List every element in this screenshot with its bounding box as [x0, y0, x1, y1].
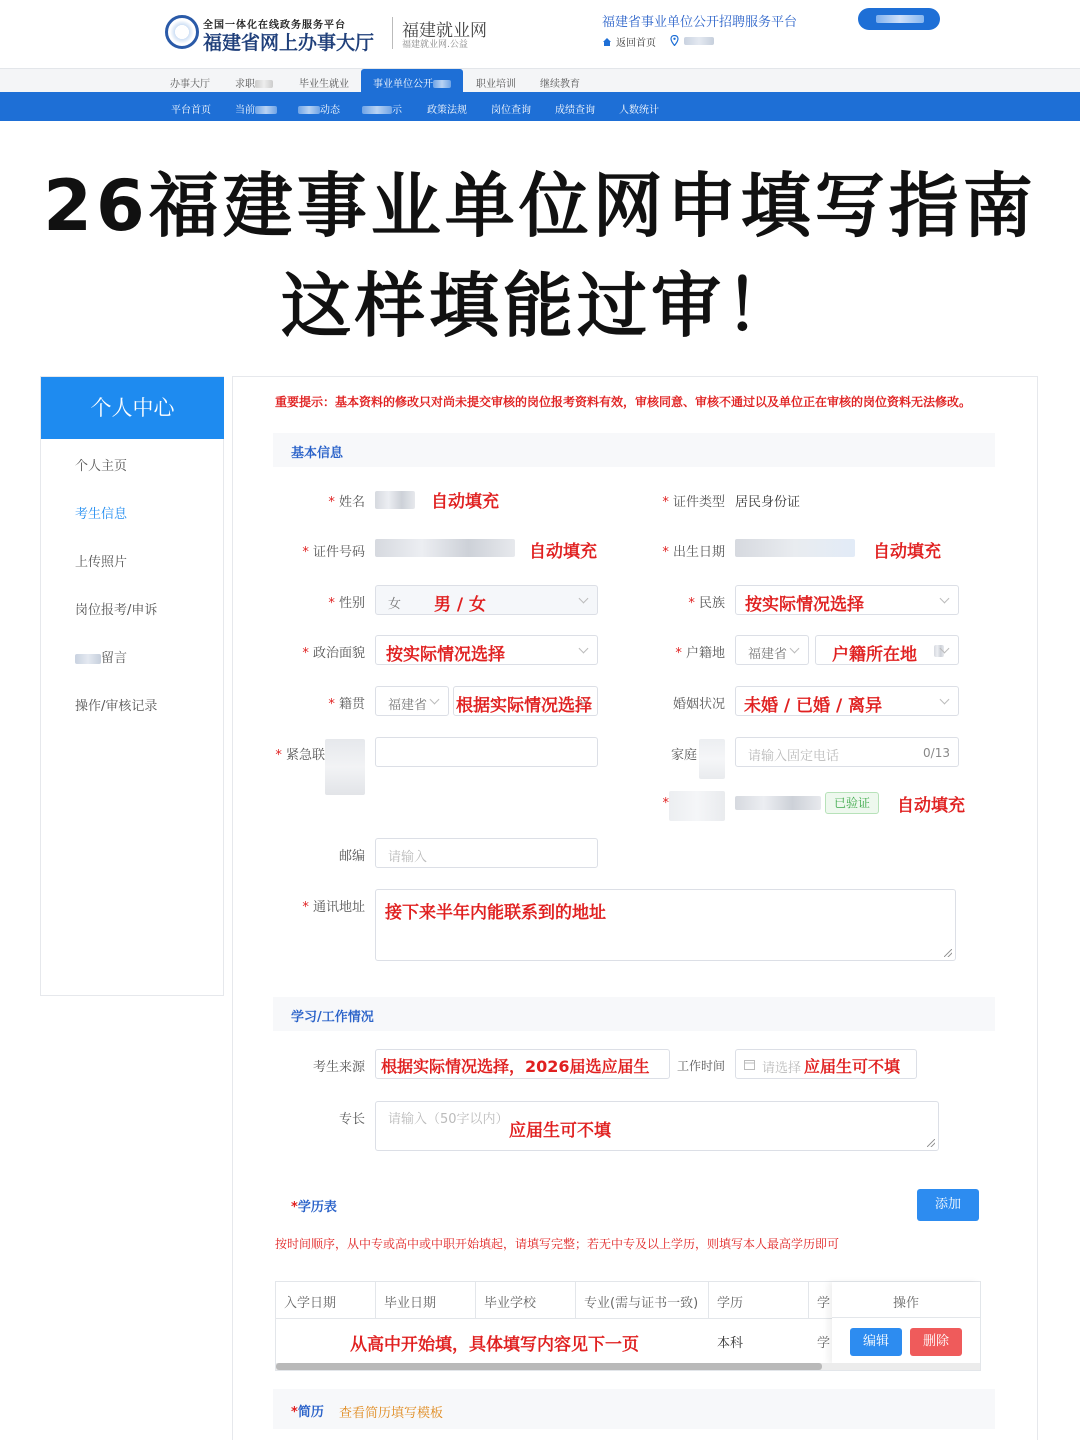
native-place-label: * 籍贯 — [328, 697, 365, 712]
portal-tagline: 全国一体化在线政务服务平台 — [203, 20, 346, 31]
gov-emblem-icon — [165, 15, 199, 49]
id-number-value-redacted — [375, 539, 515, 557]
sidebar — [40, 376, 224, 996]
nav-item-service-hall[interactable]: 办事大厅 — [170, 79, 210, 90]
gender-select[interactable] — [375, 585, 598, 615]
candidate-source-label: 考生来源 — [312, 1060, 365, 1075]
emergency-contact-input[interactable] — [375, 737, 598, 767]
native-place-annotation: 根据实际情况选择 — [456, 696, 592, 716]
sidebar-item-upload-photo[interactable]: 上传照片 — [75, 555, 128, 570]
zip-input[interactable] — [375, 838, 598, 868]
family-phone-label: 家庭 — [670, 748, 697, 763]
marital-status-annotation: 未婚 / 已婚 / 离异 — [744, 696, 883, 716]
huji-annotation: 户籍所在地 — [832, 645, 917, 665]
nav2-item-job-query[interactable]: 岗位查询 — [491, 105, 531, 116]
sidebar-item-candidate-info[interactable]: 考生信息 — [75, 507, 128, 522]
huji-province-select[interactable] — [735, 635, 809, 665]
birth-date-label: * 出生日期 — [662, 545, 725, 560]
edit-button[interactable]: 编辑 — [850, 1328, 902, 1356]
address-label: * 通讯地址 — [302, 900, 365, 915]
id-number-annotation: 自动填充 — [529, 542, 597, 562]
family-label-redacted — [699, 739, 725, 779]
native-province-select[interactable] — [375, 686, 449, 716]
nav2-item-score-query[interactable]: 成绩查询 — [555, 105, 595, 116]
candidate-source-select[interactable] — [375, 1049, 670, 1079]
headline-line-1: 26福建事业单位网申填写指南 — [43, 165, 1037, 247]
nav-item-job[interactable]: 求职 — [235, 75, 273, 90]
nav2-item-home[interactable]: 平台首页 — [171, 105, 211, 116]
ethnic-select[interactable] — [735, 585, 959, 615]
chevron-down-icon — [790, 644, 800, 654]
user-account-button[interactable] — [858, 8, 940, 30]
zip-placeholder: 请输入 — [388, 850, 428, 865]
column-header-enroll-date: 入学日期 — [276, 1282, 376, 1318]
huji-province-value: 福建省 — [748, 647, 788, 662]
important-notice: 重要提示：基本资料的修改只对尚未提交审核的岗位报考资料有效，审核同意、审核不通过以及单位正在审核的岗位资料无法修改。 — [275, 395, 972, 409]
id-type-label: * 证件类型 — [662, 495, 725, 510]
political-status-annotation: 按实际情况选择 — [386, 645, 505, 665]
chevron-down-icon — [430, 695, 440, 705]
delete-button[interactable]: 删除 — [910, 1328, 962, 1356]
nav-item-training[interactable]: 职业培训 — [476, 79, 516, 90]
mobile-value-redacted — [735, 796, 821, 810]
site-subtitle: 福建就业网.公益 — [402, 40, 468, 50]
location-icon — [670, 35, 679, 46]
nav2-item-news[interactable]: 动态 — [298, 101, 340, 116]
family-phone-input[interactable] — [735, 737, 959, 767]
candidate-source-annotation: 根据实际情况选择，2026届选应届生 — [381, 1057, 650, 1076]
education-hint: 按时间顺序，从中专或高中或中职开始填起，请填写完整；若无中专及以上学历，则填写本人最高学历即可 — [275, 1237, 840, 1251]
gender-select-value: 女 — [388, 597, 402, 612]
secondary-nav — [0, 92, 1080, 121]
gender-label: * 性别 — [328, 596, 365, 611]
column-header-grad-date: 毕业日期 — [376, 1282, 476, 1318]
id-number-label: * 证件号码 — [302, 545, 365, 560]
marital-status-select[interactable] — [735, 686, 959, 716]
name-value-redacted — [375, 491, 415, 509]
political-status-label: * 政治面貌 — [302, 646, 365, 661]
nav2-item-stats[interactable]: 人数统计 — [619, 105, 659, 116]
verified-badge: 已验证 — [825, 792, 879, 814]
home-icon — [602, 37, 612, 47]
resume-section-title: *简历 — [291, 1405, 324, 1420]
table-row-truncated: 学 — [817, 1336, 831, 1351]
nav-item-public-institution[interactable]: 事业单位公开 — [361, 69, 463, 93]
resize-handle-icon[interactable] — [944, 949, 952, 957]
sidebar-item-home[interactable]: 个人主页 — [75, 459, 128, 474]
specialty-placeholder: 请输入（50字以内） — [388, 1112, 509, 1127]
specialty-label: 专长 — [338, 1112, 365, 1127]
address-annotation: 接下来半年内能联系到的地址 — [385, 903, 606, 923]
column-header-truncated: 学 — [809, 1282, 839, 1318]
family-phone-placeholder: 请输入固定电话 — [748, 749, 840, 764]
name-label: * 姓名 — [328, 495, 365, 510]
operations-column — [832, 1282, 980, 1364]
column-header-school: 毕业学校 — [476, 1282, 576, 1318]
nav-item-continuing-edu[interactable]: 继续教育 — [540, 79, 580, 90]
native-province-value: 福建省 — [388, 698, 428, 713]
column-header-operations: 操作 — [832, 1282, 980, 1318]
home-link[interactable] — [602, 34, 656, 49]
specialty-annotation: 应届生可不填 — [509, 1121, 611, 1141]
main-panel — [232, 376, 1038, 1440]
platform-title: 福建省事业单位公开招聘服务平台 — [602, 15, 798, 30]
zip-label: 邮编 — [338, 849, 365, 864]
column-header-degree: 学历 — [709, 1282, 809, 1318]
table-row-degree: 本科 — [717, 1336, 744, 1351]
nav-item-graduate[interactable]: 毕业生就业 — [299, 79, 349, 90]
political-status-select[interactable] — [375, 635, 598, 665]
chevron-down-icon — [940, 695, 950, 705]
chevron-down-icon — [940, 594, 950, 604]
add-education-button[interactable]: 添加 — [917, 1189, 979, 1221]
specialty-textarea[interactable] — [375, 1101, 939, 1151]
basic-info-section-title: 基本信息 — [291, 446, 344, 461]
address-textarea[interactable] — [375, 889, 956, 961]
primary-nav — [0, 68, 1080, 92]
mobile-label-redacted — [669, 791, 725, 821]
study-work-section-header — [273, 997, 995, 1031]
sidebar-item-message[interactable]: 留言 — [75, 647, 127, 666]
study-work-section-title: 学习/工作情况 — [291, 1010, 374, 1025]
native-city-select[interactable] — [453, 686, 598, 716]
family-phone-counter: 0/13 — [923, 746, 950, 760]
work-time-label: 工作时间 — [676, 1059, 725, 1073]
sidebar-item-apply-appeal[interactable]: 岗位报考/申诉 — [75, 603, 158, 618]
name-annotation: 自动填充 — [431, 492, 499, 512]
resize-handle-icon[interactable] — [927, 1139, 935, 1147]
ethnic-label: * 民族 — [688, 596, 725, 611]
location-text-redacted — [684, 37, 714, 45]
work-time-picker[interactable] — [735, 1049, 917, 1079]
scrollbar-thumb[interactable] — [276, 1363, 822, 1370]
education-table — [275, 1281, 981, 1371]
home-link-label: 返回首页 — [616, 38, 656, 49]
education-row-annotation: 从高中开始填，具体填写内容见下一页 — [350, 1335, 639, 1355]
site-name[interactable]: 福建就业网 — [402, 21, 487, 41]
nav2-item-current[interactable]: 当前 — [235, 101, 277, 116]
huji-label: * 户籍地 — [675, 646, 725, 661]
id-type-value: 居民身份证 — [735, 495, 801, 510]
mobile-annotation: 自动填充 — [897, 796, 965, 816]
birth-date-annotation: 自动填充 — [873, 542, 941, 562]
gender-annotation: 男 / 女 — [434, 595, 487, 615]
sidebar-item-audit-log[interactable]: 操作/审核记录 — [75, 699, 158, 714]
birth-date-value-redacted — [735, 539, 855, 557]
emergency-contact-label: * 紧急联 — [275, 748, 325, 763]
work-time-annotation: 应届生可不填 — [804, 1057, 901, 1076]
portal-logo-text[interactable]: 福建省网上办事大厅 — [203, 32, 375, 54]
resume-section-header — [273, 1389, 995, 1429]
sidebar-title: 个人中心 — [41, 377, 224, 439]
emergency-label-redacted — [325, 739, 365, 795]
resume-template-link[interactable]: 查看简历填写模板 — [339, 1406, 444, 1421]
headline-line-2: 这样填能过审！ — [281, 265, 799, 347]
chevron-down-icon — [579, 594, 589, 604]
horizontal-scrollbar[interactable] — [276, 1363, 980, 1370]
column-header-major: 专业(需与证书一致) — [576, 1282, 709, 1318]
ethnic-annotation: 按实际情况选择 — [745, 595, 864, 615]
nav2-item-policy[interactable]: 政策法规 — [427, 105, 467, 116]
education-table-title: *学历表 — [291, 1200, 337, 1215]
chevron-down-icon — [579, 644, 589, 654]
mobile-required-mark: * — [662, 796, 669, 811]
huji-city-select[interactable] — [815, 635, 959, 665]
site-header — [0, 0, 1080, 68]
calendar-icon — [744, 1059, 755, 1070]
nav2-item-notice[interactable]: 示 — [362, 101, 402, 116]
username-redacted — [876, 15, 924, 23]
logo-divider — [392, 17, 393, 49]
basic-info-section-header — [273, 433, 995, 467]
work-time-placeholder: 请选择 — [762, 1061, 802, 1076]
marital-status-label: 婚姻状况 — [672, 697, 725, 712]
